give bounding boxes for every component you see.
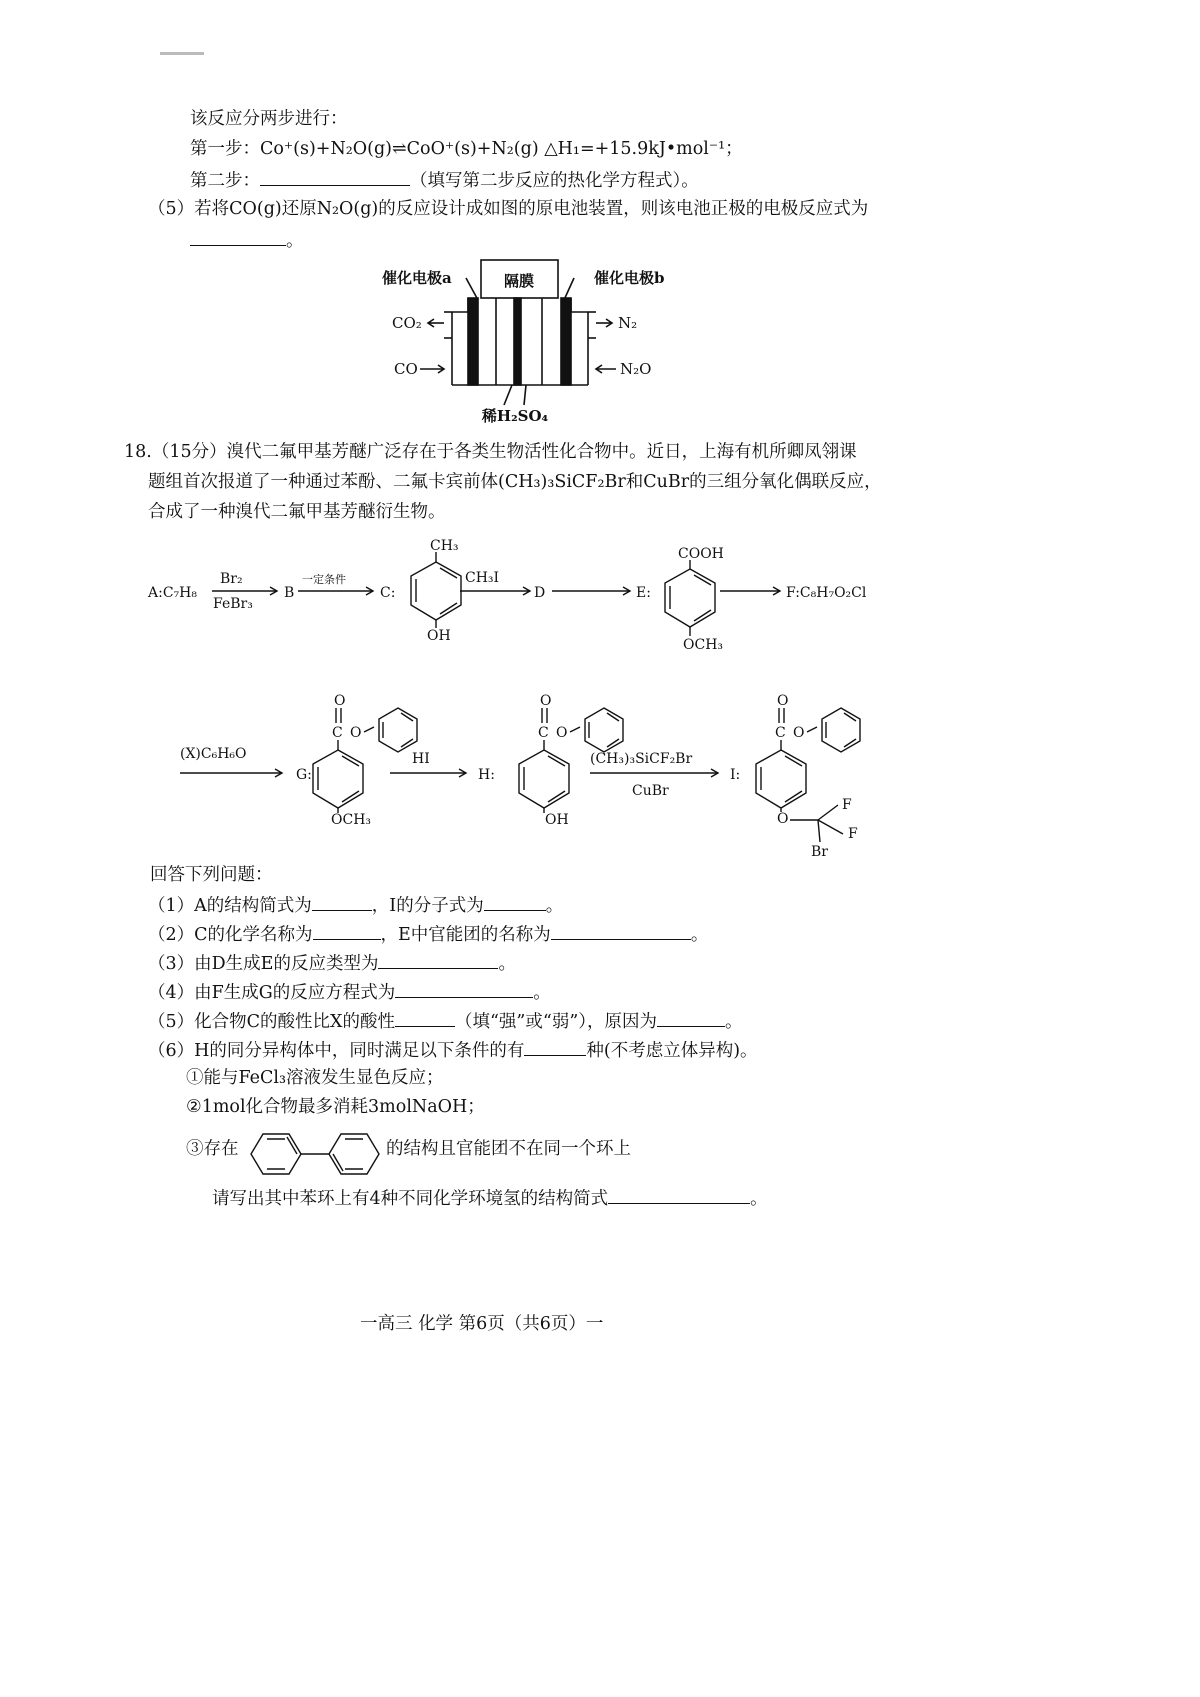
condition-3-label: ③存在: [186, 1139, 239, 1159]
sub-question-4-text: （4）由F生成G的反应方程式为: [148, 983, 396, 1003]
sub-question-2-text: （2）C的化学名称为: [148, 925, 313, 945]
condition-2: ②1mol化合物最多消耗3molNaOH；: [186, 1097, 485, 1117]
sub-question-3-text: （3）由D生成E的反应类型为: [148, 954, 379, 974]
e-methoxy-group: OCH₃: [683, 637, 724, 653]
sub-question-6-text-2: 种(不考虑立体异构)。: [586, 1041, 758, 1061]
i-ester-carbon: C: [775, 725, 786, 741]
final-question: [212, 1186, 768, 1210]
condition-3-text: 的结构且官能团不在同一个环上: [386, 1139, 631, 1159]
c-hydroxyl-group: OH: [427, 628, 451, 644]
reagent-cubr: CuBr: [632, 783, 669, 799]
g-methoxy-group: OCH₃: [331, 812, 372, 828]
compound-i-label: I:: [730, 767, 741, 783]
g-ester-oxygen: O: [350, 725, 362, 741]
period: 。: [690, 925, 709, 945]
answer-intro: 回答下列问题：: [150, 865, 273, 885]
step-one-line: 第一步：Co⁺(s)+N₂O(g)⇌CoO⁺(s)+N₂(g) △H₁=+15.9kJ•mol⁻¹；: [190, 139, 743, 159]
final-question-text: 请写出其中苯环上有4种不同化学环境氢的结构简式: [212, 1189, 609, 1209]
period: 。: [750, 1189, 768, 1209]
c-methyl-group: CH₃: [430, 538, 459, 554]
period: 。: [286, 231, 304, 251]
i-fluorine-2: F: [848, 826, 858, 842]
co2-outlet-label: CO₂: [392, 314, 422, 332]
period: 。: [545, 896, 564, 916]
reagent-br2: Br₂: [220, 571, 243, 587]
compound-f-label: F:C₈H₇O₂Cl: [786, 585, 867, 601]
compound-b-label: B: [284, 585, 295, 601]
sub-question-5-text: （5）化合物C的酸性比X的酸性: [148, 1012, 395, 1032]
reagent-febr3: FeBr₃: [213, 596, 253, 612]
i-ether-oxygen: O: [777, 811, 789, 827]
i-bromine: Br: [811, 844, 828, 860]
g-carbonyl-oxygen: O: [334, 693, 346, 709]
sub-question-6-text: （6）H的同分异构体中，同时满足以下条件的有: [148, 1041, 525, 1061]
sub-question-5-text-2: （填“强”或“弱”），原因为: [454, 1012, 658, 1032]
question-18-line-3: 合成了一种溴代二氟甲基芳醚衍生物。: [148, 502, 446, 522]
compound-d-label: D: [534, 585, 546, 601]
i-fluorine-1: F: [842, 797, 852, 813]
sub-question-1-text: （1）A的结构简式为: [148, 896, 312, 916]
page-footer: 一高三 化学 第6页（共6页）一: [360, 1314, 604, 1334]
membrane-label: 隔膜: [503, 272, 535, 290]
question-18-line-1: 18.（15分）溴代二氟甲基芳醚广泛存在于各类生物活性化合物中。近日，上海有机所卿凤翎课: [124, 442, 857, 462]
h-ester-carbon: C: [538, 725, 549, 741]
h-ester-oxygen: O: [556, 725, 568, 741]
period: 。: [533, 983, 551, 1003]
reagent-hi: HI: [412, 751, 430, 767]
compound-h-label: H:: [478, 767, 495, 783]
answer-blank: [608, 1186, 750, 1204]
reagent-tms-cf2br: (CH₃)₃SiCF₂Br: [590, 751, 693, 767]
electrode-a-label: 催化电极a: [382, 269, 452, 287]
i-carbonyl-oxygen: O: [777, 693, 789, 709]
period: 。: [725, 1012, 743, 1032]
h-hydroxyl-group: OH: [545, 812, 569, 828]
n2-outlet-label: N₂: [618, 314, 638, 332]
g-ester-carbon: C: [332, 725, 343, 741]
compound-a-label: A:C₇H₈: [148, 585, 197, 601]
compound-g-label: G:: [296, 767, 312, 783]
question-5-line: （5）若将CO(g)还原N₂O(g)的反应设计成如图的原电池装置，则该电池正极的电极反应式为: [148, 199, 869, 219]
step-two-hint: （填写第二步反应的热化学方程式）。: [410, 171, 699, 191]
n2o-inlet-label: N₂O: [620, 360, 652, 378]
electrolyte-label: 稀H₂SO₄: [481, 407, 549, 425]
reagent-x-phenol: (X)C₆H₆O: [180, 746, 247, 762]
h-carbonyl-oxygen: O: [540, 693, 552, 709]
period: 。: [498, 954, 516, 974]
co-inlet-label: CO: [394, 360, 418, 378]
i-ester-oxygen: O: [793, 725, 805, 741]
e-carboxyl-group: COOH: [678, 546, 724, 562]
step-two-label: 第二步：: [190, 171, 260, 191]
reagent-ch3i: CH₃I: [465, 570, 500, 586]
compound-c-label: C:: [380, 585, 396, 601]
intro-line: 该反应分两步进行：: [190, 109, 348, 129]
sub-question-1-text-2: ，I的分子式为: [371, 896, 484, 916]
electrode-b-label: 催化电极b: [594, 269, 665, 287]
reagent-condition: 一定条件: [302, 573, 346, 586]
condition-1: ①能与FeCl₃溶液发生显色反应；: [186, 1068, 444, 1088]
sub-question-2-text-2: ，E中官能团的名称为: [380, 925, 551, 945]
compound-e-label: E:: [636, 585, 651, 601]
question-18-line-2: 题组首次报道了一种通过苯酚、二氟卡宾前体(CH₃)₃SiCF₂Br和CuBr的三组分氧化偶联反应，: [148, 472, 882, 492]
